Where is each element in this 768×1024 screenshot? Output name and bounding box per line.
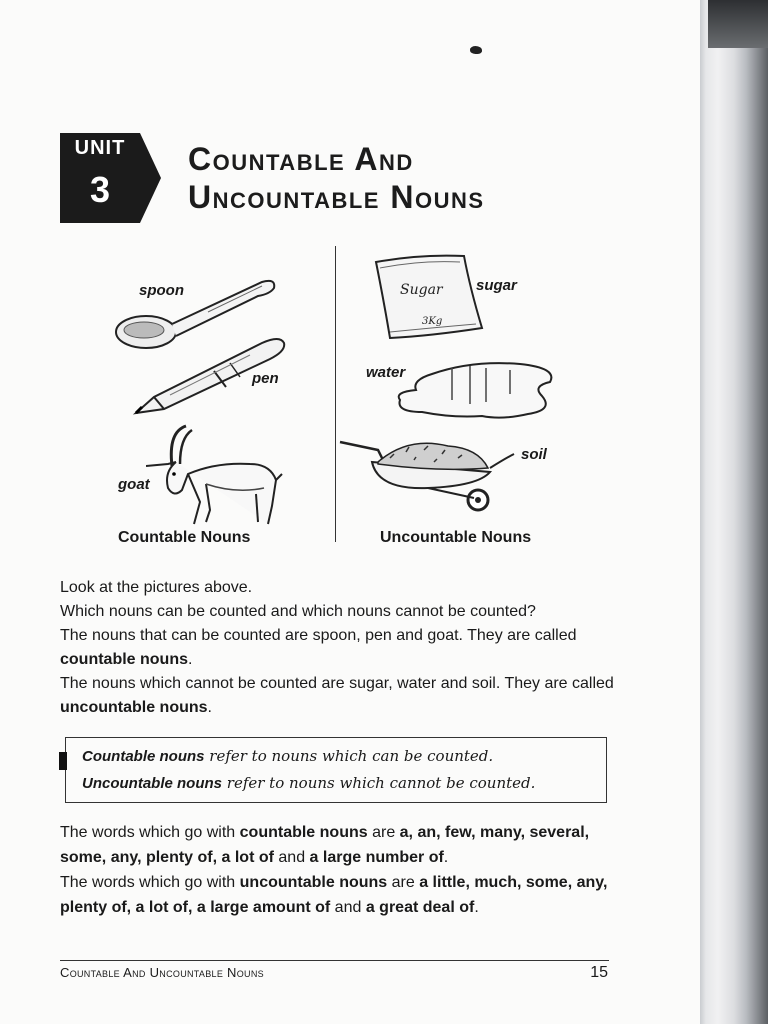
page-number: 15 <box>590 964 608 981</box>
intro-uncountable-paragraph: The nouns which cannot be counted are sugar, water and soil. They are called uncountable nouns. <box>60 675 614 716</box>
intro-line-2: Which nouns can be counted and which nouns cannot be counted? <box>60 603 536 620</box>
sugar-bag-weight: 3Kg <box>422 316 443 327</box>
sugar-bag-text: Sugar <box>400 282 443 298</box>
intro-text <box>60 576 620 720</box>
intro-countable-paragraph: The nouns that can be counted are spoon, pen and goat. They are called countable nouns. <box>60 627 577 668</box>
sugar-label: sugar <box>476 277 517 294</box>
footer-title: Countable And Uncountable Nouns <box>60 965 264 980</box>
unit-label: UNIT <box>74 137 126 159</box>
wheelbarrow-soil-icon <box>338 428 528 518</box>
goat-label: goat <box>118 476 150 493</box>
page-title-line-2: Uncountable Nouns <box>188 179 485 215</box>
book-spine <box>700 0 768 1024</box>
countable-nouns-caption: Countable Nouns <box>118 529 251 546</box>
definition-marker <box>59 752 67 770</box>
page-title <box>188 140 658 216</box>
page-title-line-1: Countable And <box>188 141 414 177</box>
definition-uncountable: Uncountable nouns refer to nouns which cannot be counted. <box>82 774 536 792</box>
pen-label: pen <box>252 370 279 387</box>
spoon-label: spoon <box>139 282 184 299</box>
determiners-text <box>60 820 612 920</box>
water-label: water <box>366 364 406 381</box>
unit-badge <box>60 133 162 223</box>
book-binding-shadow <box>708 0 768 48</box>
water-puddle-icon <box>392 356 558 422</box>
soil-label: soil <box>521 446 547 463</box>
unit-number: 3 <box>89 169 111 210</box>
uncountable-determiners-paragraph: The words which go with uncountable nouns are a little, much, some, any, plenty of, a lot of, a large amount of and a great deal of. <box>60 874 608 916</box>
countable-determiners-paragraph: The words which go with countable nouns are a, an, few, many, several, some, any, plenty of, a lot of and a large number of. <box>60 824 590 866</box>
uncountable-nouns-caption: Uncountable Nouns <box>380 529 532 546</box>
footer-rule <box>60 960 609 961</box>
sugar-bag-icon <box>370 252 488 342</box>
goat-icon <box>146 424 286 528</box>
intro-line-1: Look at the pictures above. <box>60 579 253 596</box>
definition-box <box>65 737 607 803</box>
illustration-divider <box>335 246 336 542</box>
definition-countable: Countable nouns refer to nouns which can be counted. <box>82 747 494 765</box>
ink-smudge <box>470 46 482 54</box>
